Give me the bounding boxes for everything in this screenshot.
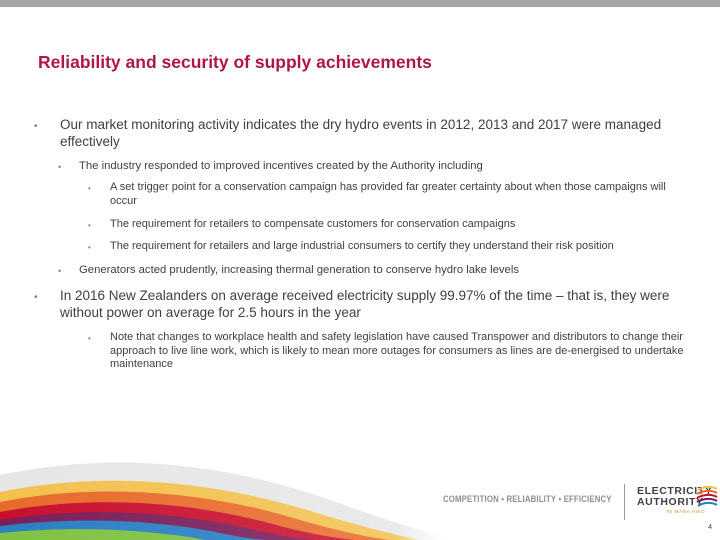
bullet-mark: • (88, 221, 91, 230)
footer-wave-graphic (0, 430, 720, 540)
bullet-mark: • (34, 292, 38, 303)
bullet-text: The requirement for retailers and large industrial consumers to certify they understand their risk position (110, 240, 614, 252)
bullet-level2 (58, 263, 698, 277)
footer-tagline: COMPETITION • RELIABILITY • EFFICIENCY (443, 494, 612, 505)
footer-divider (624, 484, 625, 520)
bullet-level3 (88, 240, 688, 254)
top-bar (0, 0, 720, 7)
bullet-mark: • (34, 121, 38, 132)
bullet-level1 (34, 116, 674, 150)
bullet-level3 (88, 331, 688, 372)
bullet-level2 (58, 159, 698, 173)
logo-line2: AUTHORITY (637, 496, 704, 508)
bullet-text: In 2016 New Zealanders on average received electricity supply 99.97% of the time – that is, they were without power on average for 2.5 hours in the year (60, 288, 670, 320)
bullet-mark: • (58, 162, 62, 172)
bullet-level1 (34, 287, 674, 321)
bullet-level3 (88, 218, 688, 232)
page-number: 4 (708, 524, 712, 531)
slide-title: Reliability and security of supply achievements (38, 52, 432, 72)
bullet-text: The requirement for retailers to compensate customers for conservation campaigns (110, 218, 516, 230)
bullet-text: Our market monitoring activity indicates the dry hydro events in 2012, 2013 and 2017 were managed effectively (60, 117, 662, 149)
bullet-text: Generators acted prudently, increasing thermal generation to conserve hydro lake levels (79, 264, 519, 276)
bullet-text: Note that changes to workplace health and safety legislation have caused Transpower and distributors to change their approach to live line work, which is likely to mean more outages for consumers as lines are de-energised to undertake maintenance (110, 331, 684, 370)
bullet-text: A set trigger point for a conservation campaign has provided far greater certainty about when those campaigns will occur (110, 181, 666, 207)
bullet-mark: • (88, 243, 91, 252)
logo-line1: ELECTRICITY (637, 485, 713, 497)
bullet-level3 (88, 181, 688, 208)
authority-logo-icon (696, 484, 718, 510)
bullet-text: The industry responded to improved incentives created by the Authority including (79, 160, 483, 172)
logo-subtitle: TE MANA HIKO (666, 509, 706, 514)
bullet-mark: • (88, 184, 91, 193)
bullet-mark: • (58, 266, 62, 276)
bullet-mark: • (88, 334, 91, 343)
